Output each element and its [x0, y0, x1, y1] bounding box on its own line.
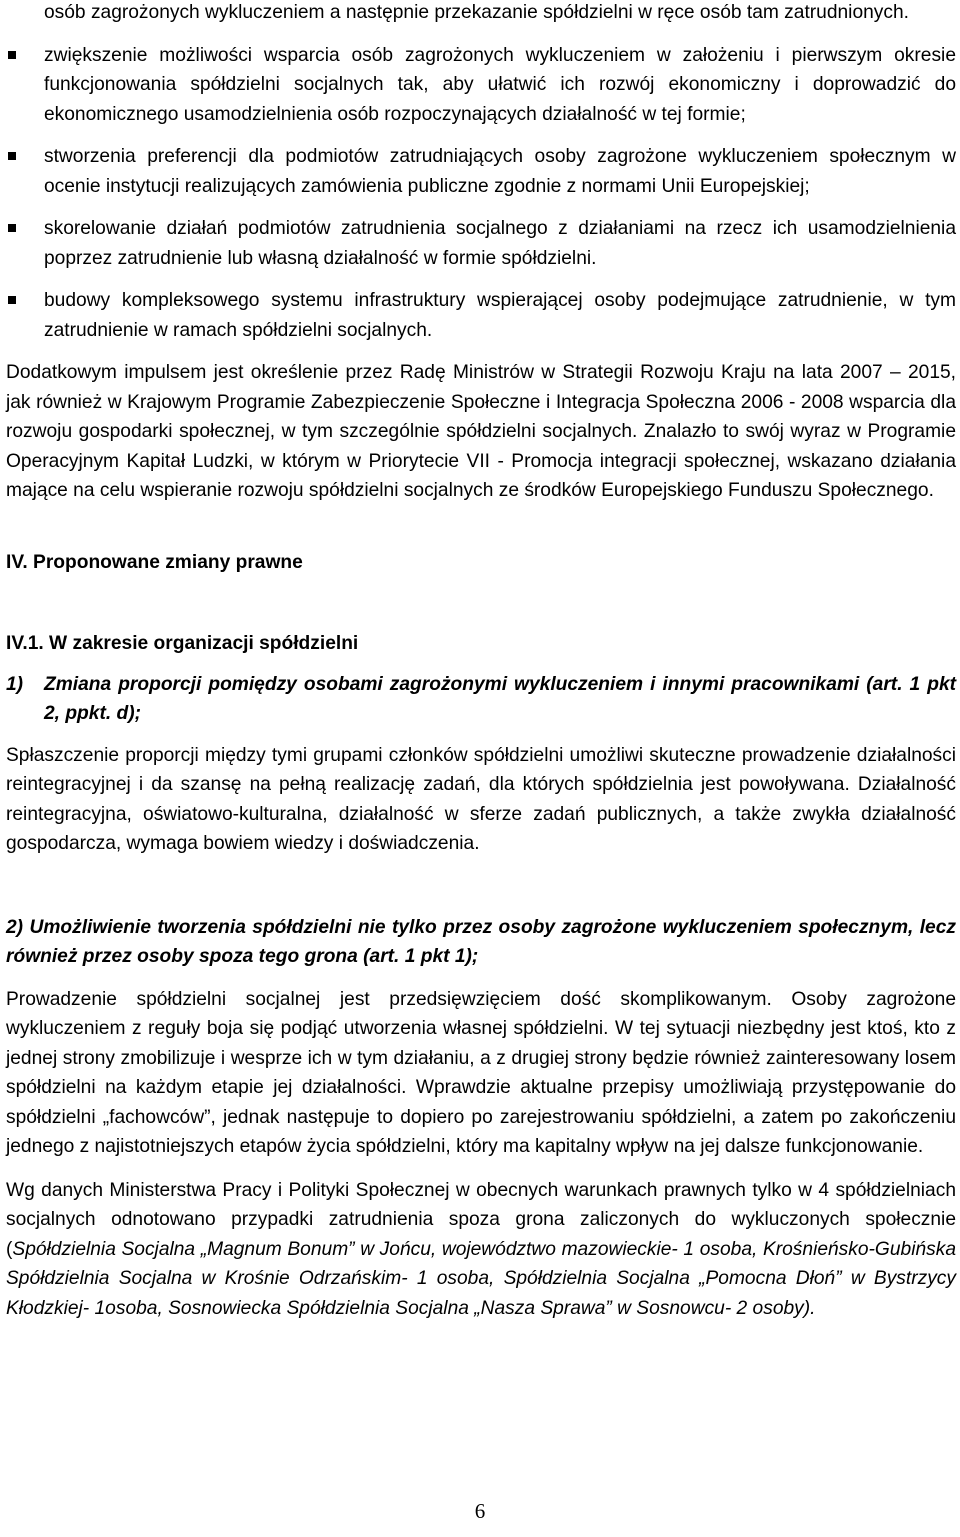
item1-heading-text: Zmiana proporcji pomiędzy osobami zagrożonymi wykluczeniem i innymi pracownikami (art. 1 pkt 2, ppkt. d);	[44, 673, 956, 724]
bullet-item	[6, 286, 956, 345]
item2-paragraph-2-plain: Wg danych Ministerstwa Pracy i Polityki Społecznej w obecnych warunkach prawnych tylko w 4 spółdzielniach socjalnych odnotowano przypadki zatrudnienia spoza grona zaliczonych do wykluczonych społecznie (	[6, 1179, 956, 1260]
page-number: 6	[474, 1499, 486, 1523]
bullet-item	[6, 214, 956, 273]
item2-paragraph-2-italic: Spółdzielnia Socjalna „Magnum Bonum” w Jońcu, województwo mazowieckie- 1 osoba, Krośnieńsko-Gubińska Spółdzielnia Socjalna w Krośnie Odrzańskim- 1 osoba, Spółdzielnia Socjalna „Pomocna Dłoń” w Bystrzycy Kłodzkiej- 1osoba, Sosnowiecka Spółdzielnia Socjalna „Nasza Sprawa” w Sosnowcu- 2 osoby).	[6, 1238, 956, 1319]
item1-number: 1)	[6, 673, 24, 695]
bullet-list	[6, 41, 956, 346]
item1-heading	[6, 670, 956, 729]
item2-heading: 2) Umożliwienie tworzenia spółdzielni nie tylko przez osoby zagrożone wykluczeniem społecznym, lecz również przez osoby spoza tego grona (art. 1 pkt 1);	[6, 916, 956, 967]
item1-paragraph: Spłaszczenie proporcji między tymi grupami członków spółdzielni umożliwi skuteczne prowadzenie działalności reintegracyjnej i da szansę na pełną realizację zadań, dla których spółdzielnia jest powoływana. Działalność reintegracyjna, oświatowo-kulturalna, działalność w sferze zadań publicznych, a także zwykła działalność gospodarcza, wymaga bowiem wiedzy i doświadczenia.	[6, 744, 956, 854]
bullet-text: zwiększenie możliwości wsparcia osób zagrożonych wykluczeniem w założeniu i pierwszym okresie funkcjonowania spółdzielni socjalnych tak, aby ułatwić ich rozwój ekonomiczny i doprowadzić do ekonomicznego usamodzielnienia osób rozpoczynających działalność w tej formie;	[44, 44, 956, 125]
section-heading: IV. Proponowane zmiany prawne	[6, 551, 303, 573]
lead-continuation: osób zagrożonych wykluczeniem a następnie przekazanie spółdzielni w ręce osób tam zatrudnionych.	[44, 2, 909, 23]
square-bullet-icon	[8, 51, 16, 59]
bullet-text: budowy kompleksowego systemu infrastruktury wspierającej osoby podejmujące zatrudnienie, w tym zatrudnienie w ramach spółdzielni socjalnych.	[44, 290, 956, 341]
page-content	[6, 0, 956, 1337]
bullet-item	[6, 142, 956, 201]
square-bullet-icon	[8, 296, 16, 304]
bullet-item	[6, 41, 956, 130]
subsection-heading: IV.1. W zakresie organizacji spółdzielni	[6, 633, 359, 654]
square-bullet-icon	[8, 224, 16, 232]
square-bullet-icon	[8, 152, 16, 160]
paragraph-impulse: Dodatkowym impulsem jest określenie przez Radę Ministrów w Strategii Rozwoju Kraju na lata 2007 – 2015, jak również w Krajowym Programie Zabezpieczenie Społeczne i Integracja Społeczna 2006 - 2008 wsparcia dla rozwoju gospodarki społecznej, w tym szczególnie spółdzielni socjalnych. Znalazło to swój wyraz w Programie Operacyjnym Kapitał Ludzki, w którym w Priorytecie VII - Promocja integracji społecznej, wskazano działania mające na celu wspieranie rozwoju spółdzielni socjalnych ze środków Europejskiego Funduszu Społecznego.	[6, 362, 956, 501]
bullet-text: skorelowanie działań podmiotów zatrudnienia socjalnego z działaniami na rzecz ich usamodzielnienia poprzez zatrudnienie lub własną działalność w formie spółdzielni.	[44, 218, 956, 269]
bullet-text: stworzenia preferencji dla podmiotów zatrudniających osoby zagrożone wykluczeniem społecznym w ocenie instytucji realizujących zamówienia publiczne zgodnie z normami Unii Europejskiej;	[44, 146, 956, 197]
item2-paragraph-2	[6, 1176, 956, 1324]
item2-paragraph-1: Prowadzenie spółdzielni socjalnej jest przedsięwzięciem dość skomplikowanym. Osoby zagrożone wykluczeniem z reguły boja się podjąć utworzenia własnej spółdzielni. W tej sytuacji niezbędny jest ktoś, kto z jednej strony zmobilizuje i wesprze ich w tym działaniu, a z drugiej strony będzie również zainteresowany losem spółdzielni na każdym etapie jej działalności. Wprawdzie aktualne przepisy umożliwiają przystępowanie do spółdzielni „fachowców”, jednak następuje to dopiero po zarejestrowaniu spółdzielni, a zatem po zakończeniu jednego z najistotniejszych etapów życia spółdzielni, który ma kapitalny wpływ na jej dalsze funkcjonowanie.	[6, 988, 956, 1157]
